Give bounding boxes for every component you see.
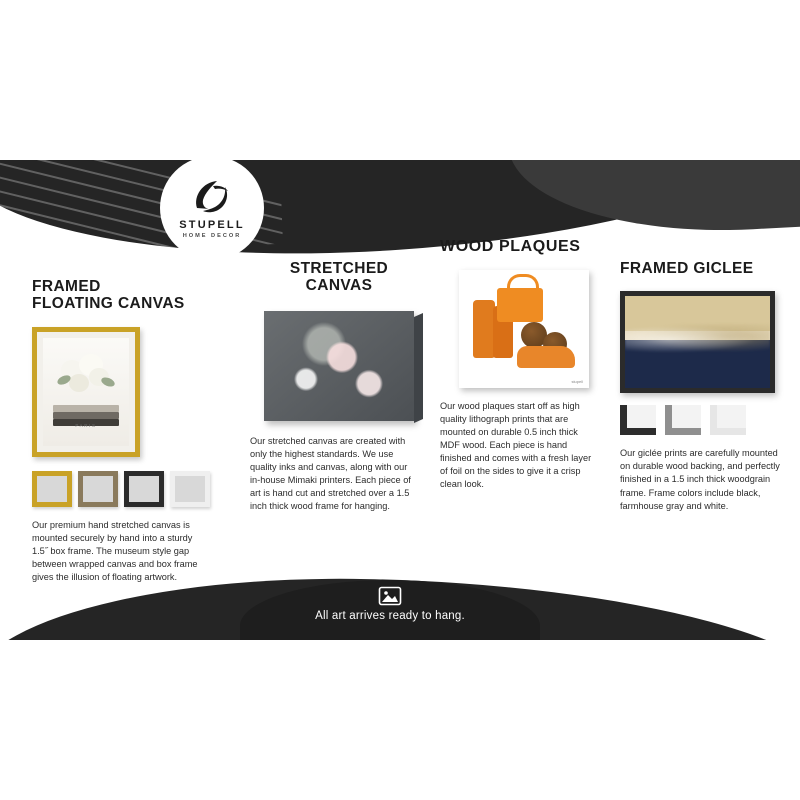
framed-picture-icon <box>378 586 402 606</box>
giclee-frame-options <box>620 405 788 435</box>
bronze-frame-swatch[interactable] <box>78 471 118 507</box>
infographic-panel <box>0 160 800 640</box>
brand-subtitle: HOME DECOR <box>182 232 242 239</box>
artist-signature: stupell <box>571 378 583 384</box>
orange-boot-left <box>473 300 495 358</box>
section-title-line1: FRAMED <box>32 278 101 295</box>
brand-logo <box>160 160 264 260</box>
section-title-line2: FLOATING CANVAS <box>32 295 185 313</box>
floral-canvas-illustration <box>264 311 414 421</box>
gold-frame-swatch[interactable] <box>32 471 72 507</box>
canvas-side-edge <box>414 313 423 423</box>
section-stretched-canvas <box>250 260 428 513</box>
section-description: Our stretched canvas are created with only the highest standards. We use quality inks and canvas, along with our in-house Mimaki printers. Each piece of art is hand cut and stretched over a 1.5 inch thick wood frame for hanging. <box>250 435 411 512</box>
handbag-illustration <box>497 288 543 322</box>
gray-woodgrain-strip[interactable] <box>665 405 701 435</box>
framed-giclee-artwork <box>620 291 775 393</box>
framed-floating-canvas-artwork <box>32 327 140 457</box>
s-swirl-logo-icon <box>191 178 233 216</box>
artwork-caption: PARIS <box>75 422 97 428</box>
artwork-canvas <box>43 338 129 446</box>
section-wood-plaques <box>440 238 608 491</box>
floral-bouquet-illustration <box>55 352 117 406</box>
white-frame-swatch[interactable] <box>170 471 210 507</box>
section-title <box>250 260 428 295</box>
black-frame-swatch[interactable] <box>124 471 164 507</box>
section-title-line1: WOOD PLAQUES <box>440 238 581 255</box>
section-title <box>620 260 788 277</box>
section-description: Our premium hand stretched canvas is mounted securely by hand into a sturdy 1.5˝ box frame. The museum style gap between wrapped canvas and box frame gives the illusion of floating artwork. <box>32 519 198 582</box>
stretched-canvas-artwork <box>264 311 414 421</box>
section-framed-giclee <box>620 260 788 513</box>
section-framed-floating-canvas <box>32 278 218 584</box>
brand-name: STUPELL <box>179 218 245 231</box>
section-title-line1: STRETCHED <box>289 260 389 277</box>
section-title-line2: CANVAS <box>305 277 373 295</box>
section-description: Our wood plaques start off as high quality lithograph prints that are mounted on durable 0.5 inch thick MDF wood. Each piece is hand finished and comes with a fresh layer of foil on the sides to give it a crisp clean look. <box>440 400 592 490</box>
abstract-art-illustration <box>625 324 770 355</box>
black-woodgrain-strip[interactable] <box>620 405 656 435</box>
frame-color-swatches <box>32 471 218 507</box>
orange-scarf <box>517 346 575 368</box>
section-title-line1: FRAMED GICLEE <box>620 260 754 277</box>
section-description: Our giclée prints are carefully mounted on durable wood backing, and perfectly finished in a 1.5 inch thick woodgrain frame. Frame colors include black, farmhouse gray and white. <box>620 448 780 511</box>
white-woodgrain-strip[interactable] <box>710 405 746 435</box>
section-title <box>32 278 218 313</box>
section-title <box>440 238 608 256</box>
wood-plaque-artwork <box>459 270 589 388</box>
footer-text: All art arrives ready to hang. <box>315 610 465 622</box>
